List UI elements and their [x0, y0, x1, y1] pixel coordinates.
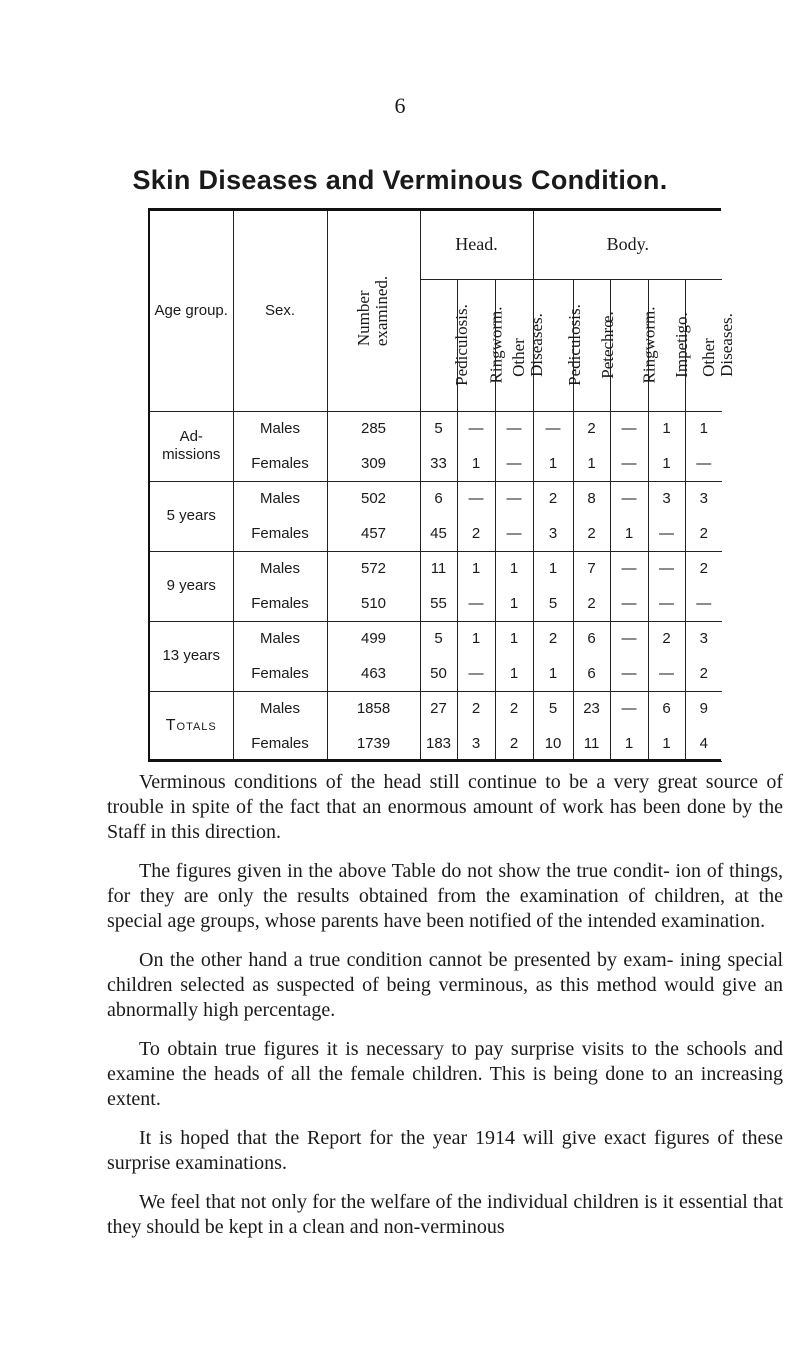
table-cell: 3 [699, 630, 708, 648]
table-cell: — [610, 551, 648, 586]
skin-diseases-table [148, 211, 736, 762]
table-cell: 2 [573, 516, 610, 551]
age-group-label [167, 507, 216, 524]
header-body-label: Body. [606, 234, 649, 255]
table-cell: 1 [495, 551, 533, 586]
table-cell: 23 [573, 691, 610, 726]
table-cell: 6 [420, 481, 457, 516]
table-row [149, 516, 722, 551]
table-cell: 1 [457, 551, 495, 586]
header-sex [233, 211, 327, 411]
table-body [149, 411, 722, 761]
table-cell: 2 [533, 481, 573, 516]
table-cell: 55 [420, 586, 457, 621]
table-cell: 2 [573, 586, 610, 621]
table-cell: 2 [457, 691, 495, 726]
table-cell: 5 [420, 411, 457, 446]
sex-cell: Females [233, 656, 327, 691]
header-number-examined [327, 211, 420, 411]
table-cell: 50 [420, 656, 457, 691]
table-cell: 5 [420, 621, 457, 656]
table-cell: — [457, 481, 495, 516]
table-cell: 6 [573, 621, 610, 656]
table-cell: 1 [495, 586, 533, 621]
header-head-pediculosis-label: Pediculosis. [451, 304, 471, 386]
table-cell: 7 [573, 551, 610, 586]
table-row [149, 726, 722, 761]
table-cell: — [648, 516, 685, 551]
table-cell: 1 [648, 446, 685, 481]
table-cell: 1858 [327, 691, 420, 726]
table-cell: 1 [495, 656, 533, 691]
table-row [149, 446, 722, 481]
table-cell: — [495, 411, 533, 446]
table-cell: — [533, 411, 573, 446]
table-cell: 510 [327, 586, 420, 621]
sex-cell: Males [233, 691, 327, 726]
sex-cell: Females [233, 726, 327, 761]
table-cell: 2 [495, 726, 533, 761]
page-title: Skin Diseases and Verminous Condition. [132, 165, 668, 195]
table-cell: — [457, 656, 495, 691]
header-age-group [149, 211, 233, 411]
table-cell: 502 [327, 481, 420, 516]
table-cell: 572 [327, 551, 420, 586]
table-cell: 1 [573, 446, 610, 481]
table-cell: 2 [573, 411, 610, 446]
table-cell: 285 [327, 411, 420, 446]
table-cell: 457 [327, 516, 420, 551]
header-number-examined-line2: examined. [372, 275, 392, 346]
table-cell: 5 [533, 586, 573, 621]
table-cell: 2 [699, 560, 708, 578]
table-cell: 309 [327, 446, 420, 481]
header-body-petechroe-label: Petechrœ. [597, 311, 617, 379]
age-group-cell [149, 481, 233, 551]
table-cell: — [495, 516, 533, 551]
age-group-line: 5 years [166, 507, 216, 524]
table-cell: 1 [533, 656, 573, 691]
table-cell: 1 [533, 551, 573, 586]
table-cell: — [648, 656, 685, 691]
age-group-label [162, 428, 220, 463]
table-cell: 33 [420, 446, 457, 481]
table-cell: 3 [533, 516, 573, 551]
header-head-ringworm-label: Ringworm. [485, 306, 505, 384]
table-cell: — [610, 586, 648, 621]
table-row [149, 586, 722, 621]
table-cell: 2 [457, 516, 495, 551]
paragraph: The figures given in the above Table do not show the true condit- ion of things, for they are only the results obtained from the examination of children, at the special age groups, whose parents have been notified of the intended examination. [107, 860, 783, 932]
table-cell: 1 [648, 411, 685, 446]
table-cell: 1 [648, 726, 685, 761]
table-cell: — [610, 481, 648, 516]
header-head-other-line2: Diseases. [526, 313, 546, 377]
table-cell: — [685, 446, 722, 481]
table-cell: — [495, 446, 533, 481]
paragraph: On the other hand a true condition cannot be presented by exam- ining special children selected as suspected of being verminous, as this method would give an abnormally high percentage. [107, 949, 783, 1021]
age-group-cell [149, 621, 233, 691]
age-group-line: Ad- [179, 428, 203, 445]
table-cell: 8 [573, 481, 610, 516]
age-group-label [166, 717, 217, 734]
table-cell: 11 [573, 726, 610, 761]
table-cell: — [610, 656, 648, 691]
table-cell: — [495, 481, 533, 516]
table-row [149, 411, 722, 446]
age-group-label [162, 647, 220, 664]
table-cell: — [648, 586, 685, 621]
age-group-line: Totals [165, 717, 217, 734]
paragraph: Verminous conditions of the head still continue to be a very great source of trouble in spite of the fact that an enormous amount of work has been done by the Staff in this direction. [107, 771, 783, 843]
table-cell: 2 [533, 621, 573, 656]
table-cell: 1 [457, 446, 495, 481]
header-body-impetigo-label: Impetigo. [671, 312, 691, 378]
sex-cell: Females [233, 516, 327, 551]
table-cell: — [610, 411, 648, 446]
table-cell: — [685, 586, 722, 621]
header-head-pediculosis [420, 279, 471, 411]
sex-cell: Males [233, 551, 327, 586]
table-cell: 1 [610, 516, 648, 551]
header-body-group [533, 211, 722, 279]
header-body-other-line2: Diseases. [716, 313, 736, 377]
table-cell: 5 [533, 691, 573, 726]
header-head-other-line1: Other [508, 338, 528, 377]
table-cell: — [610, 621, 648, 656]
header-body-pediculosis-label: Pediculosis. [564, 304, 584, 386]
age-group-cell [149, 691, 233, 761]
table-cell: — [457, 586, 495, 621]
table-cell: 1 [457, 621, 495, 656]
table-cell: 463 [327, 656, 420, 691]
table-cell: — [648, 551, 685, 586]
table-cell: 3 [699, 490, 708, 508]
table-cell: — [457, 411, 495, 446]
table-cell: 2 [495, 691, 533, 726]
age-group-cell [149, 411, 233, 481]
table-bottom-rule [148, 759, 721, 762]
table-cell: 3 [648, 481, 685, 516]
header-head-group [420, 211, 533, 279]
table-row [149, 691, 722, 726]
age-group-line: missions [162, 446, 221, 463]
table-cell: 6 [573, 656, 610, 691]
sex-cell: Males [233, 621, 327, 656]
table-cell: 6 [648, 691, 685, 726]
header-number-examined-line1: Number [354, 290, 374, 346]
table-cell: 11 [420, 551, 457, 586]
header-body-ringworm-label: Ringworm. [639, 306, 659, 384]
table-cell: 10 [533, 726, 573, 761]
table-cell: 1 [495, 621, 533, 656]
table-cell: 1 [533, 446, 573, 481]
table-cell: 1739 [327, 726, 420, 761]
sex-cell: Females [233, 446, 327, 481]
table-cell: 9 [699, 700, 708, 718]
table-row [149, 621, 722, 656]
table-cell: 45 [420, 516, 457, 551]
table-cell: 2 [685, 656, 722, 691]
header-head-label: Head. [455, 234, 498, 255]
table-row [149, 481, 722, 516]
table-cell: 2 [685, 516, 722, 551]
paragraph: It is hoped that the Report for the year 1914 will give exact figures of these surprise examinations. [107, 1127, 783, 1174]
table-row [149, 656, 722, 691]
body-text [107, 770, 783, 1254]
table-cell: 3 [457, 726, 495, 761]
table-cell: 499 [327, 621, 420, 656]
page-number: 6 [394, 93, 406, 118]
table-cell: — [610, 446, 648, 481]
table-cell: 2 [648, 621, 685, 656]
table-cell: 183 [420, 726, 457, 761]
sex-cell: Males [233, 481, 327, 516]
age-group-cell [149, 551, 233, 621]
header-age-group-label: Age group. [154, 302, 228, 320]
table-cell: 27 [420, 691, 457, 726]
table-cell: 4 [685, 726, 722, 761]
header-body-other-line1: Other [698, 338, 718, 377]
header-sex-label: Sex. [264, 302, 295, 320]
paragraph: We feel that not only for the welfare of the individual children is it essential that they should be kept in a clean and non-verminous [107, 1191, 783, 1238]
sex-cell: Females [233, 586, 327, 621]
age-group-label [167, 577, 216, 594]
paragraph: To obtain true figures it is necessary to pay surprise visits to the schools and examine the heads of all the female children. This is being done to an increasing extent. [107, 1038, 783, 1110]
table-row [149, 551, 722, 586]
age-group-line: 9 years [166, 577, 216, 594]
age-group-line: 13 years [162, 647, 221, 664]
table-cell: 1 [699, 420, 708, 438]
table-cell: — [610, 691, 648, 726]
sex-cell: Males [233, 411, 327, 446]
table-cell: 1 [610, 726, 648, 761]
